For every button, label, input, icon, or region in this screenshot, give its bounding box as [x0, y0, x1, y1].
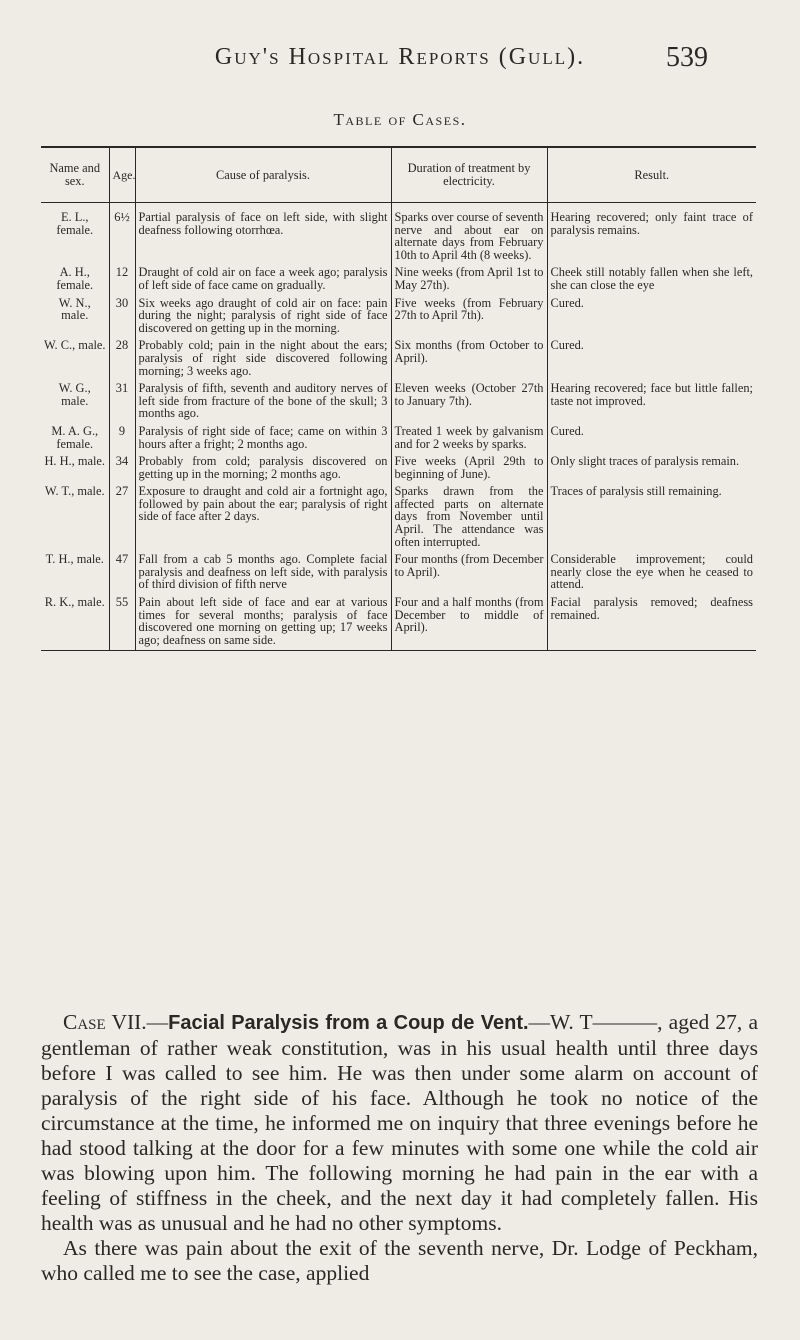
cell-result: Hearing recovered; face but little fallen; taste not improved. — [547, 380, 756, 423]
cell-result: Traces of paralysis still remaining. — [547, 483, 756, 551]
cell-name: W. G., male. — [58, 381, 91, 408]
cell-result: Hearing recovered; only faint trace of paralysis remains. — [547, 203, 756, 265]
cell-name: W. T., male. — [44, 484, 105, 499]
paragraph: As there was pain about the exit of the seventh nerve, Dr. Lodge of Peckham, who called me to see the case, applied — [41, 1236, 758, 1285]
cell-result: Cured. — [547, 337, 756, 380]
cell-age: 47 — [109, 551, 135, 594]
running-head: Guy's Hospital Reports (Gull). — [214, 44, 586, 70]
cell-cause: Partial paralysis of face on left side, with slight deafness following otorrhœa. — [135, 203, 391, 265]
table-row — [41, 264, 756, 294]
table-row — [41, 337, 756, 380]
cell-age: 28 — [109, 337, 135, 380]
table-row — [41, 380, 756, 423]
cell-duration: Nine weeks (from April 1st to May 27th). — [391, 264, 547, 294]
cell-cause: Draught of cold air on face a week ago; paralysis of left side of face came on gradually. — [135, 264, 391, 294]
cell-duration: Four and a half months (from December to middle of April). — [391, 594, 547, 651]
column-header-duration: Duration of treatment by electricity. — [391, 147, 547, 203]
cell-duration: Five weeks (from February 27th to April 7th). — [391, 295, 547, 338]
cell-duration: Sparks over course of seventh nerve and about ear on alternate days from February 10th to April 4th (8 weeks). — [391, 203, 547, 265]
cell-name: M. A. G., female. — [51, 423, 99, 451]
case-label: Case VII. — [63, 1010, 147, 1034]
cell-cause: Pain about left side of face and ear at various times for several months; paralysis of face discovered one morning on getting up; 17 weeks ago; deafness on same side. — [135, 594, 391, 651]
table-row — [41, 453, 756, 483]
cell-name: R. K., male. — [41, 594, 109, 651]
column-header-result: Result. — [547, 147, 756, 203]
column-header-name: Name and sex. — [41, 147, 109, 203]
cell-age: 9 — [109, 423, 135, 453]
cell-result: Only slight traces of paralysis remain. — [547, 453, 756, 483]
cell-name: E. L., female. — [56, 210, 94, 237]
page-number: 539 — [666, 42, 708, 73]
table-row — [41, 295, 756, 338]
paragraph-text: —W. T———, aged 27, a gentleman of rather weak constitution, was in his usual health until three days before I was called to see him. He was then under some alarm on account of paralysis of the right side of his face. Although he took no notice of the circumstance at the time, he informed me on inquiry that three evenings before he had stood talking at the door for a few minutes with some one while the cold air was blowing upon him. The following morning he had pain in the ear with a feeling of stiffness in the cheek, and the next day it had completely fallen. His health was as unusual and he had no other symptoms. — [41, 1010, 758, 1235]
column-header-cause: Cause of paralysis. — [135, 147, 391, 203]
cell-result: Cheek still notably fallen when she left, she can close the eye — [547, 264, 756, 294]
cell-cause: Probably from cold; paralysis discovered on getting up in the morning; 2 months ago. — [135, 453, 391, 483]
cell-name: A. H., female. — [56, 265, 94, 292]
cell-result: Cured. — [547, 423, 756, 453]
cell-cause: Probably cold; pain in the night about the ears; paralysis of right side discovered following morning; 3 weeks ago. — [135, 337, 391, 380]
cell-name: W. C., male. — [44, 338, 106, 353]
page-header — [0, 44, 800, 84]
cell-duration: Eleven weeks (October 27th to January 7th). — [391, 380, 547, 423]
cell-result: Cured. — [547, 295, 756, 338]
table-title: Table of Cases. — [333, 110, 467, 129]
case-dash: — — [146, 1010, 169, 1034]
cell-age: 34 — [109, 453, 135, 483]
cell-cause: Paralysis of right side of face; came on within 3 hours after a fright; 2 months ago. — [135, 423, 391, 453]
table-row — [41, 483, 756, 551]
cell-duration: Five weeks (April 29th to beginning of June). — [391, 453, 547, 483]
cell-cause: Exposure to draught and cold air a fortnight ago, followed by pain about the ear; paralysis of right side of face after 2 days. — [135, 483, 391, 551]
cell-age: 27 — [109, 483, 135, 551]
cell-name: T. H., male. — [45, 552, 104, 567]
table-row — [41, 594, 756, 651]
cell-name: H. H., male. — [44, 454, 106, 469]
table-row — [41, 423, 756, 453]
body-text — [41, 1010, 758, 1286]
cell-name: W. N., male. — [58, 295, 91, 323]
cell-cause: Six weeks ago draught of cold air on face: pain during the night; paralysis of right side of face discovered on getting up in the morning. — [135, 295, 391, 338]
cell-age: 30 — [109, 295, 135, 338]
cell-cause: Fall from a cab 5 months ago. Complete facial paralysis and deafness on left side, with paralysis of third division of fifth nerve — [135, 551, 391, 594]
cell-age: 31 — [109, 380, 135, 423]
cell-result: Facial paralysis removed; deafness remained. — [547, 594, 756, 651]
cell-age: 55 — [109, 594, 135, 651]
table-row — [41, 203, 756, 265]
cell-duration: Four months (from December to April). — [391, 551, 547, 594]
column-header-age: Age. — [109, 147, 135, 203]
cases-table — [41, 146, 756, 651]
table-header-row — [41, 147, 756, 203]
paragraph — [41, 1010, 758, 1236]
cell-duration: Treated 1 week by galvanism and for 2 weeks by sparks. — [391, 423, 547, 453]
cell-age: 12 — [109, 264, 135, 294]
cell-cause: Paralysis of fifth, seventh and auditory nerves of left side from fracture of the bone of the skull; 3 months ago. — [135, 380, 391, 423]
cell-age: 6½ — [109, 203, 135, 265]
table-row — [41, 551, 756, 594]
cell-duration: Sparks drawn from the affected parts on alternate days from November until April. The attendance was often interrupted. — [391, 483, 547, 551]
cell-result: Considerable improvement; could nearly close the eye when he ceased to attend. — [547, 551, 756, 594]
cell-duration: Six months (from October to April). — [391, 337, 547, 380]
case-title: Facial Paralysis from a Coup de Vent. — [168, 1012, 529, 1034]
